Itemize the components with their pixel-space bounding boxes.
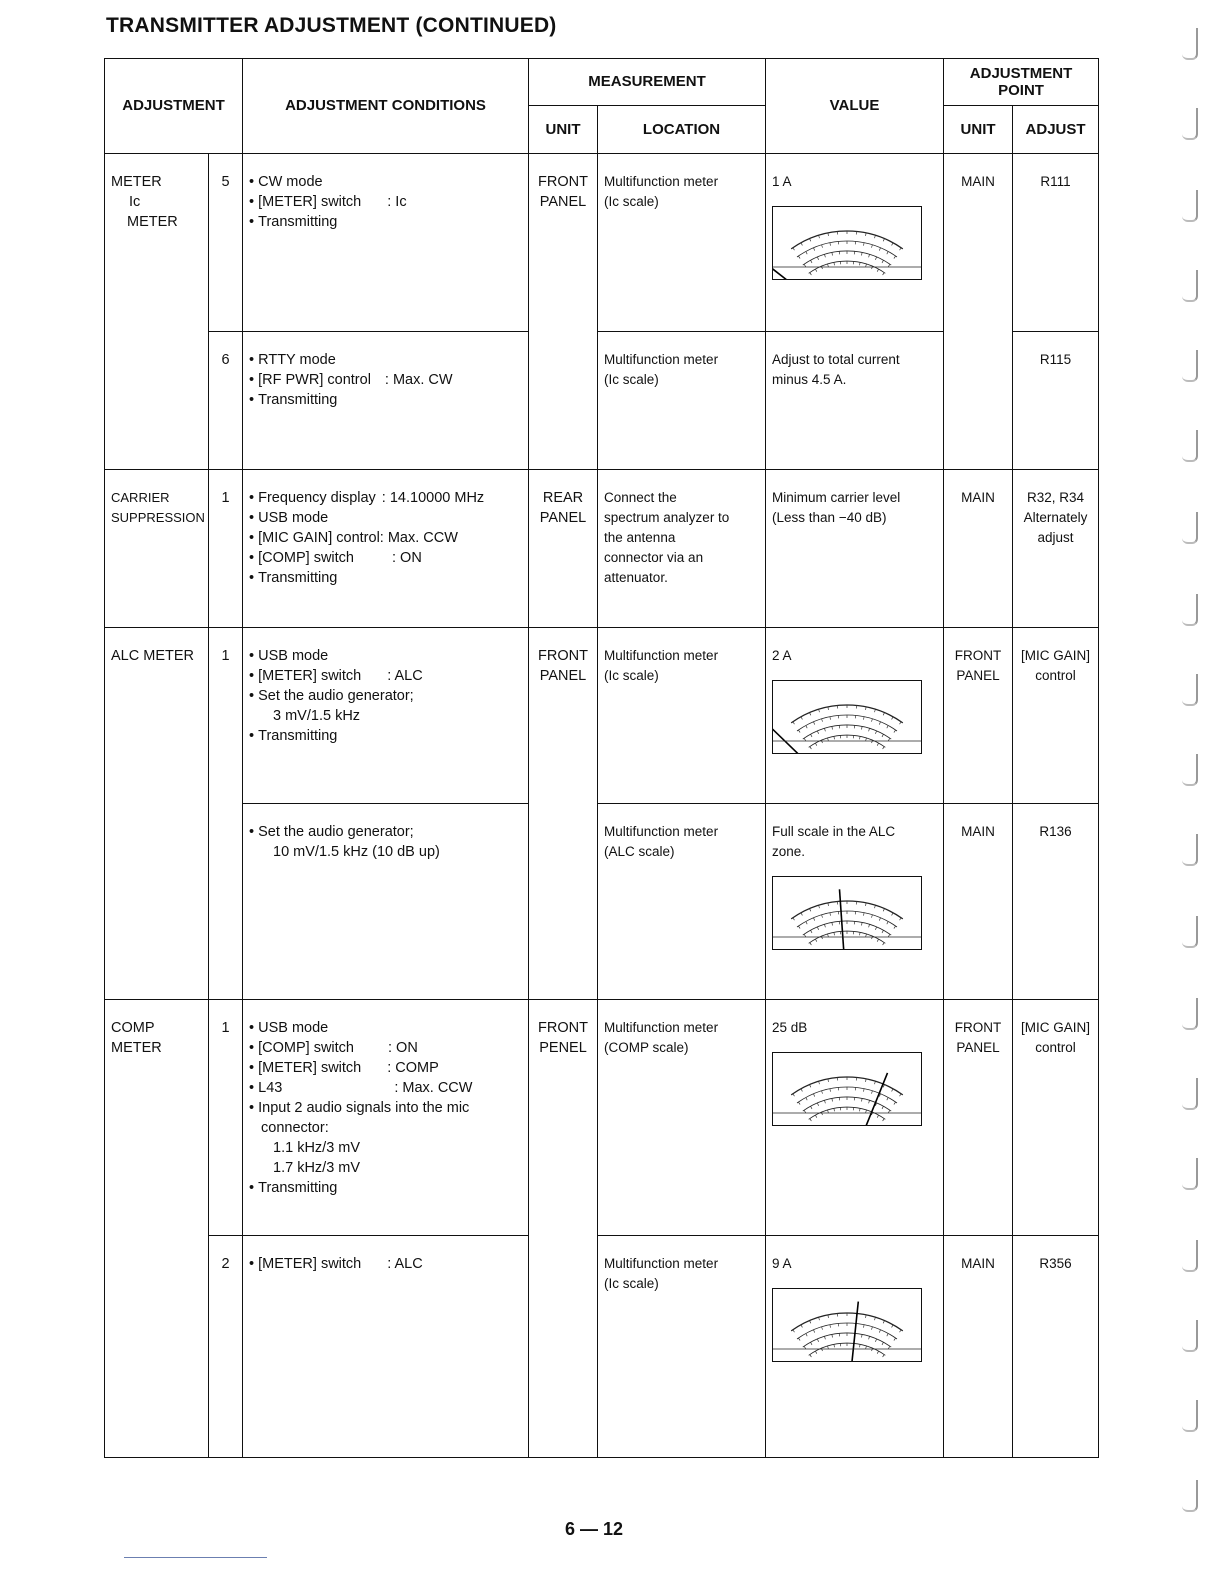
binding-edge-mark [1182,512,1198,544]
binding-edge-mark [1182,108,1198,140]
ap-adjust: R136 [1013,804,1099,1000]
binding-edge-mark [1182,270,1198,302]
measurement-location: Connect the spectrum analyzer to the antenna connector via an attenuator. [598,470,766,628]
measurement-location: Multifunction meter (Ic scale) [598,332,766,470]
meter-alc-full-scale-illustration [772,876,922,950]
meter-ic-9a-illustration [772,1288,922,1362]
table-row [105,804,1099,1000]
value-cell: Adjust to total current minus 4.5 A. [766,332,944,470]
step-number: 1 [209,1000,243,1236]
binding-edge-mark [1182,350,1198,382]
value-cell: Full scale in the ALC zone. [766,804,944,1000]
binding-edge-mark [1182,1240,1198,1272]
value-cell: 9 A [766,1236,944,1458]
table-row [105,1236,1099,1458]
header-adjustment-point: ADJUSTMENT POINT [944,59,1099,106]
conditions: • USB mode • [COMP] switch : ON • [METER] switch : COMP • L43 : Max. CCW • Input 2 audio signals into the mic connector: 1.1 kHz/3 mV 1.7 kHz/3 mV • Transmitting [243,1000,529,1236]
header-ap-unit: UNIT [944,106,1013,154]
ap-unit: MAIN [944,154,1013,470]
conditions: • USB mode • [METER] switch : ALC • Set the audio generator; 3 mV/1.5 kHz • Transmitting [243,628,529,804]
conditions: • Set the audio generator; 10 mV/1.5 kHz (10 dB up) [243,804,529,1000]
adjustment-name-comp-meter: COMP METER [105,1000,209,1458]
ap-unit: MAIN [944,804,1013,1000]
binding-edge-mark [1182,754,1198,786]
binding-edge-mark [1182,1480,1198,1512]
binding-edge-mark [1182,594,1198,626]
adjustment-table [104,58,1099,1458]
header-value: VALUE [766,59,944,154]
step-number: 6 [209,332,243,470]
table-row [105,470,1099,628]
ap-unit: FRONT PANEL [944,628,1013,804]
value-cell: 2 A [766,628,944,804]
conditions: • Frequency display : 14.10000 MHz • USB mode • [MIC GAIN] control: Max. CCW • [COMP] switch : ON • Transmitting [243,470,529,628]
adjustment-name-ic-meter: METER Ic METER [105,154,209,470]
meter-ic-1a-illustration [772,206,922,280]
page-title: TRANSMITTER ADJUSTMENT (CONTINUED) [106,14,557,37]
table-row [105,628,1099,804]
measurement-unit: REAR PANEL [529,470,598,628]
conditions: • CW mode • [METER] switch : Ic • Transmitting [243,154,529,332]
footer-rule [124,1557,267,1558]
ap-adjust: R32, R34 Alternately adjust [1013,470,1099,628]
binding-edge-mark [1182,834,1198,866]
binding-edge-mark [1182,1320,1198,1352]
measurement-unit: FRONT PANEL [529,628,598,1000]
header-location: LOCATION [598,106,766,154]
step-number: 2 [209,1236,243,1458]
step-number: 5 [209,154,243,332]
ap-adjust: [MIC GAIN] control [1013,1000,1099,1236]
measurement-unit: FRONT PANEL [529,154,598,470]
value-cell: Minimum carrier level (Less than −40 dB) [766,470,944,628]
binding-edge-mark [1182,190,1198,222]
ap-adjust: R356 [1013,1236,1099,1458]
binding-edge-mark [1182,674,1198,706]
ap-adjust: R115 [1013,332,1099,470]
ap-adjust: R111 [1013,154,1099,332]
binding-edge-mark [1182,1158,1198,1190]
conditions: • [METER] switch : ALC [243,1236,529,1458]
header-measurement: MEASUREMENT [529,59,766,106]
binding-edge-mark [1182,28,1198,60]
adjustment-name-carrier-suppression: CARRIER SUPPRESSION [105,470,209,628]
value-cell: 1 A [766,154,944,332]
header-adjustment: ADJUSTMENT [105,59,243,154]
measurement-location: Multifunction meter (Ic scale) [598,1236,766,1458]
binding-edge-mark [1182,430,1198,462]
header-ap-adjust: ADJUST [1013,106,1099,154]
binding-edge-mark [1182,1400,1198,1432]
ap-adjust: [MIC GAIN] control [1013,628,1099,804]
binding-edge-mark [1182,1078,1198,1110]
meter-ic-2a-illustration [772,680,922,754]
measurement-unit: FRONT PENEL [529,1000,598,1458]
meter-comp-25db-illustration [772,1052,922,1126]
measurement-location: Multifunction meter (Ic scale) [598,154,766,332]
binding-edge-mark [1182,998,1198,1030]
table-row [105,154,1099,332]
page-number: 6 — 12 [565,1519,624,1539]
ap-unit: FRONT PANEL [944,1000,1013,1236]
table-row [105,1000,1099,1236]
measurement-location: Multifunction meter (COMP scale) [598,1000,766,1236]
ap-unit: MAIN [944,470,1013,628]
step-number: 1 [209,470,243,628]
header-conditions: ADJUSTMENT CONDITIONS [243,59,529,154]
binding-edge-mark [1182,916,1198,948]
adjustment-name-alc-meter: ALC METER [105,628,209,1000]
ap-unit: MAIN [944,1236,1013,1458]
value-cell: 25 dB [766,1000,944,1236]
measurement-location: Multifunction meter (Ic scale) [598,628,766,804]
step-number: 1 [209,628,243,1000]
conditions: • RTTY mode • [RF PWR] control : Max. CW • Transmitting [243,332,529,470]
measurement-location: Multifunction meter (ALC scale) [598,804,766,1000]
header-unit: UNIT [529,106,598,154]
